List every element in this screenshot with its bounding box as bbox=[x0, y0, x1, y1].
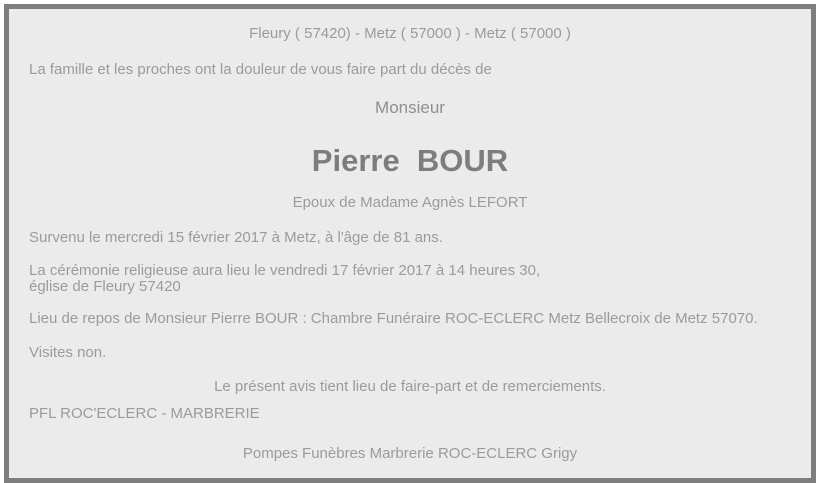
death-notice-card bbox=[4, 4, 816, 483]
spouse-line: Epoux de Madame Agnès LEFORT bbox=[292, 194, 528, 211]
repose-location-line: Lieu de repos de Monsieur Pierre BOUR : Chambre Funéraire ROC-ECLERC Metz Bellecroix de Metz 57070. bbox=[29, 310, 758, 327]
death-date-line: Survenu le mercredi 15 février 2017 à Metz, à l'âge de 81 ans. bbox=[29, 229, 443, 246]
closing-line: Le présent avis tient lieu de faire-part et de remerciements. bbox=[214, 378, 606, 395]
locations-line: Fleury ( 57420) - Metz ( 57000 ) - Metz ( 57000 ) bbox=[249, 25, 571, 42]
funeral-company-line: Pompes Funèbres Marbrerie ROC-ECLERC Grigy bbox=[242, 445, 578, 462]
ceremony-line-1: La cérémonie religieuse aura lieu le vendredi 17 février 2017 à 14 heures 30, bbox=[29, 262, 541, 279]
civility-title: Monsieur bbox=[375, 98, 445, 117]
intro-line: La famille et les proches ont la douleur de vous faire part du décès de bbox=[29, 61, 492, 78]
deceased-name: Pierre BOUR bbox=[311, 143, 509, 178]
funeral-home-line: PFL ROC'ECLERC - MARBRERIE bbox=[29, 405, 260, 422]
visits-line: Visites non. bbox=[29, 344, 107, 361]
ceremony-line-2: église de Fleury 57420 bbox=[29, 278, 181, 295]
